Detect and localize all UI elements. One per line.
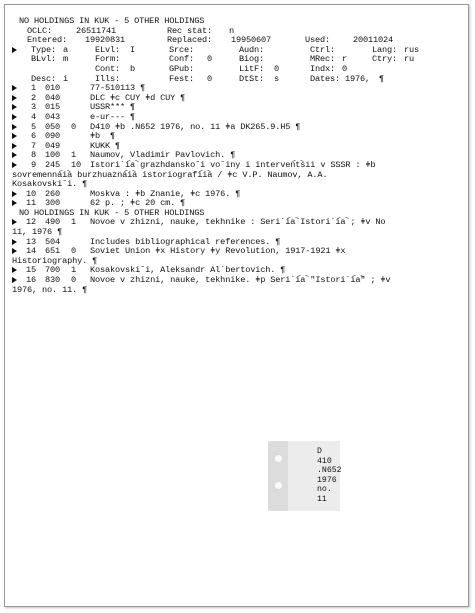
field-tag: 050	[45, 121, 61, 132]
field-number: 9	[31, 159, 37, 170]
call-number-label: D 410 .N652 1976 no. 11	[317, 447, 342, 504]
field-tag: 090	[45, 131, 61, 142]
field-number: 3	[31, 102, 37, 113]
marc-field-row	[19, 94, 464, 104]
field-indicators: 1	[71, 217, 77, 228]
field-expand-arrow-icon[interactable]	[12, 191, 17, 197]
fixed-field-row	[19, 75, 464, 85]
holdings-header-text: NO HOLDINGS IN KUK - 5 OTHER HOLDINGS	[19, 207, 205, 218]
field-indicators: 0	[71, 121, 77, 132]
field-number: 8	[31, 150, 37, 161]
field-number: 12	[26, 217, 37, 228]
field-expand-arrow-icon[interactable]	[12, 162, 17, 168]
fixed-field-text: Ctry:	[372, 54, 398, 65]
fixed-field-text: 20011024	[353, 35, 394, 46]
marc-field-row	[19, 84, 464, 94]
field-content: ǂb ¶	[90, 131, 116, 142]
fixed-field-text: Desc:	[31, 73, 57, 84]
field-expand-arrow-icon[interactable]	[12, 143, 17, 149]
field-content: Istori´i︠a︡ grazhdansko˘i vo˘iny i interven︠t︡sii v SSSR : ǂb	[90, 159, 376, 170]
field-content-continued: Kosakovski˘i. ¶	[12, 179, 88, 190]
marc-field-row	[19, 142, 464, 152]
fixed-field-text: GPub:	[169, 63, 195, 74]
flag-binding-strip	[268, 441, 288, 511]
fixed-field-text: Rec stat:	[167, 25, 213, 36]
field-expand-arrow-icon[interactable]	[12, 152, 17, 158]
field-expand-arrow-icon[interactable]	[12, 114, 17, 120]
field-content: Naumov, Vladimir Pavlovich. ¶	[90, 150, 236, 161]
fixed-field-text: rus	[404, 44, 420, 55]
fixed-field-text: OCLC:	[27, 25, 53, 36]
fixed-field-text: Audn:	[239, 44, 265, 55]
fixed-field-text: a	[63, 44, 69, 55]
marc-field-row	[19, 190, 464, 200]
field-tag: 040	[45, 92, 61, 103]
field-tag: 700	[45, 265, 61, 276]
catalog-record-page	[4, 4, 469, 607]
field-number: 5	[31, 121, 37, 132]
field-tag: 651	[45, 246, 61, 257]
field-indicators: 0	[71, 275, 77, 286]
field-expand-arrow-icon[interactable]	[12, 47, 17, 53]
field-expand-arrow-icon[interactable]	[12, 104, 17, 110]
fixed-field-text: Replaced:	[167, 35, 213, 46]
field-content: Kosakovski˘i, Aleksandr Al´bertovich. ¶	[90, 265, 286, 276]
fixed-field-text: i	[63, 73, 69, 84]
field-indicators: 0	[71, 246, 77, 257]
fixed-field-text: ¶	[379, 73, 385, 84]
field-indicators: 1	[71, 150, 77, 161]
field-number: 2	[31, 92, 37, 103]
field-expand-arrow-icon[interactable]	[12, 239, 17, 245]
field-tag: 245	[45, 159, 61, 170]
fixed-field-text: 0	[274, 63, 280, 74]
fixed-field-text: ELvl:	[95, 44, 121, 55]
fixed-field-text: Lang:	[372, 44, 398, 55]
marc-field-row	[19, 218, 464, 228]
field-content-continued: 1976, no. 11. ¶	[12, 284, 88, 295]
fixed-field-text: n	[229, 25, 235, 36]
field-content: Moskva : ǂb Znanie, ǂc 1976. ¶	[90, 188, 241, 199]
field-expand-arrow-icon[interactable]	[12, 267, 17, 273]
fixed-field-text: LitF:	[239, 63, 265, 74]
call-number-flag	[268, 441, 340, 511]
field-tag: 010	[45, 83, 61, 94]
holdings-header-text: NO HOLDINGS IN KUK - 5 OTHER HOLDINGS	[19, 16, 205, 26]
field-content: e-ur--- ¶	[90, 111, 136, 122]
field-number: 10	[26, 188, 37, 199]
field-content-continued: 11, 1976 ¶	[12, 227, 63, 238]
field-number: 6	[31, 131, 37, 142]
field-number: 7	[31, 140, 37, 151]
fixed-field-text: 0	[207, 54, 213, 65]
field-expand-arrow-icon[interactable]	[12, 124, 17, 130]
fixed-field-text: Form:	[95, 54, 121, 65]
fixed-field-text: Ills:	[95, 73, 121, 84]
punch-hole	[275, 482, 282, 489]
field-indicators: 10	[71, 159, 82, 170]
field-tag: 300	[45, 198, 61, 209]
fixed-field-text: Ctrl:	[310, 44, 336, 55]
fixed-field-text: ru	[404, 54, 415, 65]
field-expand-arrow-icon[interactable]	[12, 248, 17, 254]
field-content: D410 ǂb .N652 1976, no. 11 ǂa DK265.9.H5 ¶	[90, 121, 301, 132]
fixed-field-text: Fest:	[169, 73, 195, 84]
field-indicators: 1	[71, 265, 77, 276]
fixed-field-text: r	[342, 54, 348, 65]
marc-field-continuation	[12, 179, 464, 190]
field-expand-arrow-icon[interactable]	[12, 200, 17, 206]
fixed-field-text: I	[130, 44, 136, 55]
fixed-field-text: s	[274, 73, 280, 84]
field-tag: 049	[45, 140, 61, 151]
field-content: DLC ǂc CUY ǂd CUY ¶	[90, 92, 186, 103]
field-content: 77-510113 ¶	[90, 83, 146, 94]
fixed-field-text: Entered:	[27, 35, 68, 46]
fixed-field-text: Indx:	[310, 63, 336, 74]
field-expand-arrow-icon[interactable]	[12, 85, 17, 91]
field-content: Novoe v zhizni, nauke, tekhnike. ǂp Seri´i︠a︡ "Istori´i︠a︡" ; ǂv	[90, 275, 391, 286]
field-tag: 015	[45, 102, 61, 113]
field-content: Includes bibliographical references. ¶	[90, 236, 281, 247]
fixed-field-text: 0	[207, 73, 213, 84]
fixed-field-text: Used:	[305, 35, 331, 46]
field-content: Novoe v zhizni, nauke, tekhnike : Seri´i︠a︡ Istori´i︠a︡ ; ǂv No	[90, 217, 386, 228]
fixed-field-text: Srce:	[169, 44, 195, 55]
fixed-field-text: Cont:	[95, 63, 121, 74]
fixed-field-text: Conf:	[169, 54, 195, 65]
field-content: KUKK ¶	[90, 140, 121, 151]
fixed-field-text: DtSt:	[239, 73, 265, 84]
marc-field-continuation	[12, 284, 464, 296]
fixed-field-text: Type:	[31, 44, 57, 55]
fixed-field-text: 26511741	[76, 25, 117, 36]
marc-field-row	[19, 123, 464, 133]
field-tag: 490	[45, 217, 61, 228]
field-expand-arrow-icon[interactable]	[12, 133, 17, 139]
fixed-field-text: Dates:	[310, 73, 341, 84]
field-number: 16	[26, 275, 37, 286]
fixed-field-text: 19950607	[231, 35, 272, 46]
field-expand-arrow-icon[interactable]	[12, 95, 17, 101]
marc-field-row	[19, 132, 464, 142]
field-tag: 504	[45, 236, 61, 247]
punch-hole	[275, 455, 282, 462]
marc-record	[12, 16, 464, 295]
field-number: 13	[26, 236, 37, 247]
field-content-continued: Historiography. ¶	[12, 255, 98, 266]
field-number: 14	[26, 246, 37, 257]
marc-field-row	[19, 103, 464, 113]
field-number: 11	[26, 198, 37, 209]
field-tag: 260	[45, 188, 61, 199]
field-content: USSR*** ¶	[90, 102, 136, 113]
fixed-field-text: BLvl:	[31, 54, 57, 65]
field-expand-arrow-icon[interactable]	[12, 219, 17, 225]
fixed-field-text: 19920831	[85, 35, 126, 46]
field-tag: 100	[45, 150, 61, 161]
field-content: 62 p. ; ǂc 20 cm. ¶	[90, 198, 186, 209]
field-number: 1	[31, 83, 37, 94]
fixed-field-text: Biog:	[239, 54, 265, 65]
field-tag: 043	[45, 111, 61, 122]
fixed-field-text: 1976,	[345, 73, 371, 84]
fixed-field-text: b	[130, 63, 136, 74]
field-expand-arrow-icon[interactable]	[12, 277, 17, 283]
field-content-continued: sovremenna︠i︡a burzhuazna︠i︡a istoriografi︠i︡a / ǂc V.P. Naumov, A.A.	[12, 169, 328, 180]
fixed-field-text: MRec:	[310, 54, 336, 65]
field-content: Soviet Union ǂx History ǂy Revolution, 1917-1921 ǂx	[90, 246, 346, 257]
field-number: 15	[26, 265, 37, 276]
fixed-field-text: m	[63, 54, 69, 65]
field-tag: 830	[45, 275, 61, 286]
field-number: 4	[31, 111, 37, 122]
fixed-field-text: 0	[342, 63, 348, 74]
